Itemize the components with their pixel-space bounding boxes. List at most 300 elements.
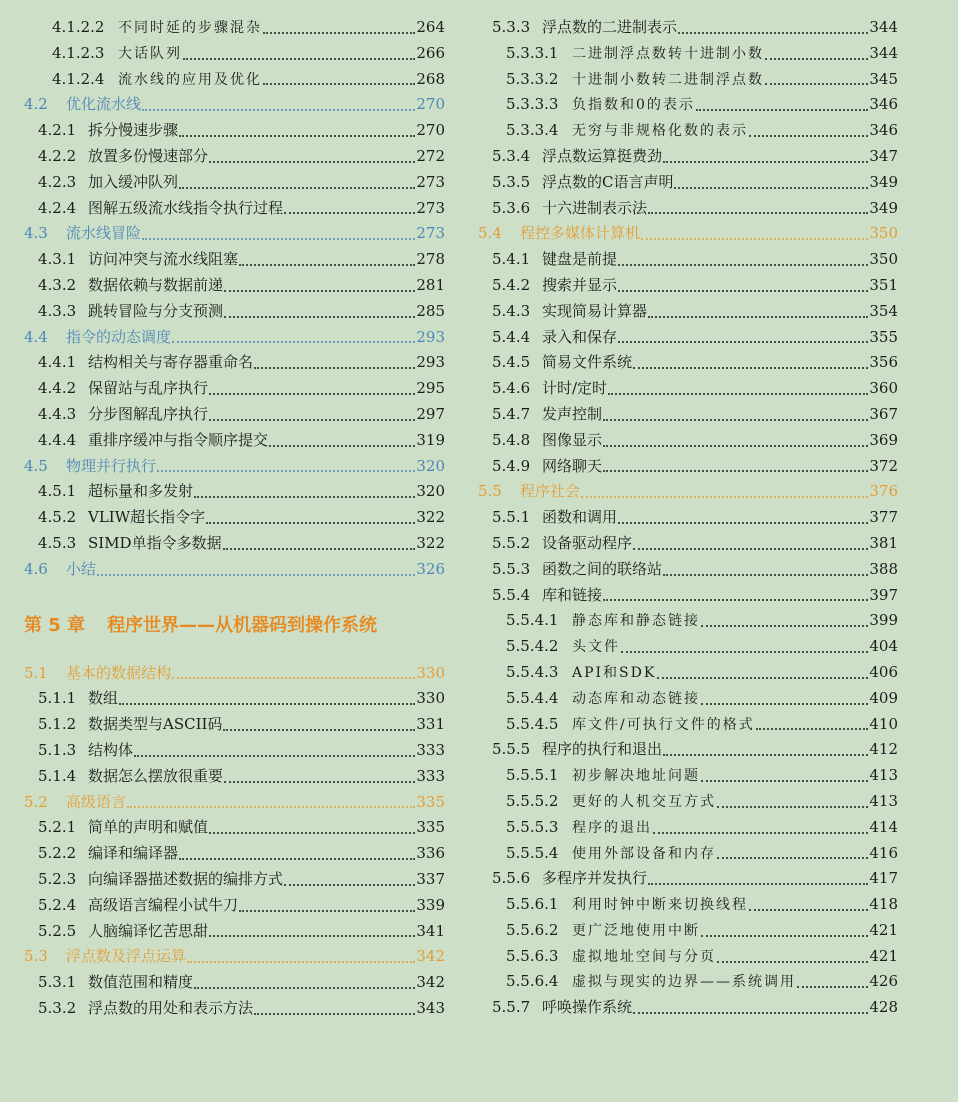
entry-title: 访问冲突与流水线阻塞 <box>88 250 239 269</box>
entry-page-number: 343 <box>416 998 445 1017</box>
dot-leader <box>653 818 868 834</box>
toc-subsection-entry[interactable] <box>24 350 445 376</box>
toc-subsection-entry[interactable] <box>24 841 445 867</box>
toc-subsection-entry[interactable] <box>24 273 445 299</box>
entry-title: 人脑编译忆苦思甜 <box>88 921 209 940</box>
entry-title: 基本的数据结构 <box>66 663 172 682</box>
entry-page-number: 421 <box>869 920 898 939</box>
toc-section-entry[interactable] <box>24 221 445 247</box>
entry-number: 5.2.1 <box>38 818 77 837</box>
dot-leader <box>603 405 868 421</box>
entry-number: 4.1.2.3 <box>52 43 105 62</box>
entry-title: 设备驱动程序 <box>542 533 633 552</box>
entry-page-number: 376 <box>869 482 898 501</box>
toc-subsubsection-entry[interactable] <box>478 763 898 789</box>
entry-title: 简单的声明和赋值 <box>88 818 209 837</box>
entry-number: 4.3.3 <box>38 301 77 320</box>
dot-leader <box>618 276 868 292</box>
entry-number: 4.2.2 <box>38 146 77 165</box>
toc-subsection-entry[interactable] <box>24 686 445 712</box>
entry-page-number: 326 <box>416 559 445 578</box>
entry-title: 物理并行执行 <box>66 456 157 475</box>
entry-number: 5.5.4 <box>492 585 531 604</box>
dot-leader <box>119 689 415 705</box>
entry-title: 数组 <box>88 689 119 708</box>
entry-number: 5.3 <box>24 947 48 966</box>
entry-number: 5.5.5.4 <box>506 843 559 862</box>
entry-page-number: 417 <box>869 869 898 888</box>
toc-subsection-entry[interactable] <box>478 376 898 402</box>
dot-leader <box>701 766 868 782</box>
dot-leader <box>209 379 415 395</box>
entry-number: 4.4.4 <box>38 430 77 449</box>
toc-subsection-entry[interactable] <box>478 995 898 1021</box>
entry-title: 浮点数运算挺费劲 <box>542 146 663 165</box>
dot-leader <box>206 508 415 524</box>
dot-leader <box>239 896 415 912</box>
entry-title: 放置多份慢速部分 <box>88 146 209 165</box>
entry-page-number: 347 <box>869 146 898 165</box>
toc-section-entry[interactable] <box>478 221 898 247</box>
toc-subsubsection-entry[interactable] <box>478 789 898 815</box>
entry-title: 虚拟与现实的边界——系统调用 <box>572 974 796 991</box>
toc-left-column <box>24 15 445 1022</box>
entry-title: 虚拟地址空间与分页 <box>572 948 716 965</box>
entry-page-number: 273 <box>416 198 445 217</box>
entry-title: 大话队列 <box>118 45 182 62</box>
dot-leader <box>223 715 415 731</box>
entry-number: 5.5.4.4 <box>506 688 559 707</box>
entry-page-number: 381 <box>869 533 898 552</box>
toc-subsection-entry[interactable] <box>24 815 445 841</box>
toc-subsection-entry[interactable] <box>478 866 898 892</box>
toc-subsection-entry[interactable] <box>24 738 445 764</box>
dot-leader <box>657 663 868 679</box>
entry-number: 5.3.6 <box>492 198 531 217</box>
entry-title: 加入缓冲队列 <box>88 172 179 191</box>
entry-title: 浮点数的C语言声明 <box>542 172 674 191</box>
toc-subsubsection-entry[interactable] <box>478 815 898 841</box>
toc-subsection-entry[interactable] <box>24 996 445 1022</box>
dot-leader <box>603 456 868 472</box>
entry-page-number: 399 <box>869 611 898 630</box>
toc-subsection-entry[interactable] <box>24 712 445 738</box>
entry-title: 库文件/可执行文件的格式 <box>572 716 755 733</box>
dot-leader <box>717 792 868 808</box>
entry-title: 更广泛地使用中断 <box>572 922 700 939</box>
entry-page-number: 320 <box>416 482 445 501</box>
entry-number: 5.5.6.1 <box>506 895 559 914</box>
dot-leader <box>183 44 415 60</box>
entry-page-number: 349 <box>869 172 898 191</box>
dot-leader <box>797 972 868 988</box>
toc-subsection-entry[interactable] <box>24 402 445 428</box>
entry-title: 高级语言编程小试牛刀 <box>88 895 239 914</box>
toc-subsubsection-entry[interactable] <box>478 41 898 67</box>
entry-page-number: 320 <box>416 456 445 475</box>
entry-page-number: 333 <box>416 740 445 759</box>
entry-number: 5.3.3.1 <box>506 43 559 62</box>
entry-title: 数值范围和精度 <box>88 973 194 992</box>
dot-leader <box>674 173 868 189</box>
toc-subsection-entry[interactable] <box>478 428 898 454</box>
entry-page-number: 270 <box>416 95 445 114</box>
entry-page-number: 281 <box>416 275 445 294</box>
toc-subsection-entry[interactable] <box>24 764 445 790</box>
entry-title: 结构体 <box>88 740 134 759</box>
entry-title: VLIW超长指令字 <box>88 508 206 527</box>
toc-subsection-entry[interactable] <box>478 583 898 609</box>
dot-leader <box>618 250 868 266</box>
dot-leader <box>157 456 415 472</box>
toc-section-entry[interactable] <box>24 454 445 480</box>
toc-subsubsection-entry[interactable] <box>24 15 445 41</box>
entry-title: 数据依赖与数据前递 <box>88 275 224 294</box>
entry-page-number: 330 <box>416 663 445 682</box>
toc-subsubsection-entry[interactable] <box>478 92 898 118</box>
dot-leader <box>765 69 868 85</box>
entry-number: 5.4 <box>478 224 502 243</box>
entry-number: 5.3.4 <box>492 146 531 165</box>
entry-title: 数据怎么摆放很重要 <box>88 766 224 785</box>
entry-number: 4.5.2 <box>38 508 77 527</box>
entry-page-number: 278 <box>416 250 445 269</box>
entry-number: 5.5 <box>478 482 502 501</box>
entry-page-number: 272 <box>416 146 445 165</box>
dot-leader <box>608 379 868 395</box>
toc-subsubsection-entry[interactable] <box>478 892 898 918</box>
toc-subsection-entry[interactable] <box>24 247 445 273</box>
toc-subsubsection-entry[interactable] <box>478 660 898 686</box>
toc-subsection-entry[interactable] <box>478 170 898 196</box>
toc-subsubsection-entry[interactable] <box>478 944 898 970</box>
dot-leader <box>621 637 868 653</box>
entry-title: 程序的执行和退出 <box>542 740 663 759</box>
toc-subsection-entry[interactable] <box>478 737 898 763</box>
entry-title: 呼唤操作系统 <box>542 998 633 1017</box>
dot-leader <box>663 560 868 576</box>
toc-subsubsection-entry[interactable] <box>478 118 898 144</box>
entry-title: 十进制小数转二进制浮点数 <box>572 71 764 88</box>
toc-subsection-entry[interactable] <box>24 970 445 996</box>
toc-subsection-entry[interactable] <box>24 479 445 505</box>
entry-page-number: 388 <box>869 559 898 578</box>
toc-subsection-entry[interactable] <box>24 531 445 557</box>
entry-page-number: 418 <box>869 895 898 914</box>
toc-subsection-entry[interactable] <box>478 196 898 222</box>
toc-subsection-entry[interactable] <box>478 557 898 583</box>
entry-title: 负指数和0的表示 <box>572 97 695 114</box>
toc-subsection-entry[interactable] <box>24 376 445 402</box>
dot-leader <box>581 482 868 498</box>
entry-number: 5.4.5 <box>492 353 531 372</box>
dot-leader <box>194 482 415 498</box>
toc-subsection-entry[interactable] <box>478 402 898 428</box>
entry-number: 4.2.4 <box>38 198 77 217</box>
toc-section-entry[interactable] <box>24 92 445 118</box>
entry-number: 4.2.3 <box>38 172 77 191</box>
entry-title: 多程序并发执行 <box>542 869 648 888</box>
entry-number: 5.4.2 <box>492 275 531 294</box>
entry-number: 4.5 <box>24 456 48 475</box>
entry-title: 浮点数的用处和表示方法 <box>88 998 254 1017</box>
entry-title: 浮点数的二进制表示 <box>542 18 678 36</box>
toc-subsection-entry[interactable] <box>478 144 898 170</box>
entry-page-number: 322 <box>416 533 445 552</box>
entry-page-number: 264 <box>416 18 445 36</box>
entry-title: 利用时钟中断来切换线程 <box>572 897 748 914</box>
entry-number: 5.3.3 <box>492 18 531 36</box>
entry-page-number: 273 <box>416 172 445 191</box>
dot-leader <box>209 818 415 834</box>
entry-number: 5.2 <box>24 792 48 811</box>
toc-subsubsection-entry[interactable] <box>478 686 898 712</box>
toc-subsubsection-entry[interactable] <box>478 634 898 660</box>
dot-leader <box>254 999 415 1015</box>
entry-title: 无穷与非规格化数的表示 <box>572 123 748 140</box>
entry-number: 5.2.2 <box>38 844 77 863</box>
dot-leader <box>263 18 415 34</box>
entry-number: 5.1.4 <box>38 766 77 785</box>
entry-page-number: 369 <box>869 430 898 449</box>
entry-number: 5.5.7 <box>492 998 531 1017</box>
dot-leader <box>701 611 868 627</box>
entry-number: 5.3.5 <box>492 172 531 191</box>
entry-title: 计时/定时 <box>542 379 608 398</box>
entry-page-number: 410 <box>869 714 898 733</box>
toc-subsection-entry[interactable] <box>478 15 898 41</box>
entry-page-number: 335 <box>416 792 445 811</box>
entry-number: 5.1 <box>24 663 48 682</box>
entry-page-number: 428 <box>869 998 898 1017</box>
dot-leader <box>701 921 868 937</box>
dot-leader <box>717 947 868 963</box>
entry-title: 程序的退出 <box>572 819 652 836</box>
entry-number: 5.4.9 <box>492 456 531 475</box>
entry-number: 4.2.1 <box>38 121 77 140</box>
entry-page-number: 270 <box>416 121 445 140</box>
dot-leader <box>648 302 868 318</box>
entry-title: 流水线的应用及优化 <box>118 71 262 88</box>
entry-page-number: 339 <box>416 895 445 914</box>
toc-subsection-entry[interactable] <box>24 170 445 196</box>
entry-number: 5.5.1 <box>492 508 531 527</box>
dot-leader <box>633 998 868 1014</box>
entry-number: 5.2.5 <box>38 921 77 940</box>
entry-title: 优化流水线 <box>66 95 142 114</box>
toc-subsection-entry[interactable] <box>24 118 445 144</box>
entry-page-number: 342 <box>416 973 445 992</box>
entry-number: 5.3.2 <box>38 998 77 1017</box>
dot-leader <box>678 18 868 34</box>
entry-title: 小结 <box>66 559 97 578</box>
dot-leader <box>663 147 868 163</box>
entry-number: 5.5.4.3 <box>506 662 559 681</box>
entry-number: 5.5.6.4 <box>506 972 559 991</box>
dot-leader <box>209 921 415 937</box>
entry-page-number: 342 <box>416 947 445 966</box>
dot-leader <box>749 895 868 911</box>
entry-number: 5.3.1 <box>38 973 77 992</box>
toc-subsubsection-entry[interactable] <box>478 918 898 944</box>
toc-section-entry[interactable] <box>478 479 898 505</box>
entry-page-number: 360 <box>869 379 898 398</box>
entry-title: 初步解决地址问题 <box>572 768 700 785</box>
toc-subsection-entry[interactable] <box>478 247 898 273</box>
entry-title: 超标量和多发射 <box>88 482 194 501</box>
entry-title: 录入和保存 <box>542 327 618 346</box>
entry-page-number: 345 <box>869 69 898 88</box>
entry-title: 使用外部设备和内存 <box>572 845 716 862</box>
dot-leader <box>701 689 868 705</box>
entry-number: 5.3.3.2 <box>506 69 559 88</box>
entry-page-number: 414 <box>869 817 898 836</box>
entry-number: 4.4.1 <box>38 353 77 372</box>
entry-page-number: 350 <box>869 224 898 243</box>
entry-title: 浮点数及浮点运算 <box>66 947 187 966</box>
toc-subsection-entry[interactable] <box>24 428 445 454</box>
entry-number: 5.5.5.2 <box>506 791 559 810</box>
entry-page-number: 344 <box>869 18 898 36</box>
entry-number: 5.5.4.1 <box>506 611 559 630</box>
entry-page-number: 409 <box>869 688 898 707</box>
dot-leader <box>756 714 869 730</box>
toc-section-entry[interactable] <box>24 557 445 583</box>
entry-page-number: 319 <box>416 430 445 449</box>
entry-page-number: 346 <box>869 121 898 140</box>
entry-page-number: 273 <box>416 224 445 243</box>
dot-leader <box>142 95 415 111</box>
toc-subsection-entry[interactable] <box>478 299 898 325</box>
entry-title: 键盘是前提 <box>542 250 618 269</box>
toc-subsection-entry[interactable] <box>24 893 445 919</box>
entry-page-number: 293 <box>416 353 445 372</box>
entry-page-number: 349 <box>869 198 898 217</box>
toc-subsection-entry[interactable] <box>478 531 898 557</box>
dot-leader <box>172 663 415 679</box>
entry-number: 5.5.5.1 <box>506 766 559 785</box>
toc-subsection-entry[interactable] <box>24 144 445 170</box>
entry-title: 重排序缓冲与指令顺序提交 <box>88 430 269 449</box>
dot-leader <box>224 302 415 318</box>
entry-number: 5.5.5 <box>492 740 531 759</box>
entry-number: 5.5.6.2 <box>506 920 559 939</box>
entry-page-number: 350 <box>869 250 898 269</box>
entry-title: 二进制浮点数转十进制小数 <box>572 45 764 62</box>
toc-section-entry[interactable] <box>24 661 445 687</box>
entry-page-number: 331 <box>416 715 445 734</box>
dot-leader <box>224 767 415 783</box>
entry-number: 5.2.3 <box>38 869 77 888</box>
entry-page-number: 335 <box>416 818 445 837</box>
entry-number: 5.3.3.3 <box>506 95 559 114</box>
entry-page-number: 421 <box>869 946 898 965</box>
toc-section-entry[interactable] <box>24 790 445 816</box>
entry-number: 5.1.2 <box>38 715 77 734</box>
toc-subsection-entry[interactable] <box>478 454 898 480</box>
dot-leader <box>263 69 415 85</box>
entry-title: 向编译器描述数据的编排方式 <box>88 869 284 888</box>
entry-title: 发声控制 <box>542 404 603 423</box>
entry-title: SIMD单指令多数据 <box>88 533 222 552</box>
toc-subsubsection-entry[interactable] <box>478 67 898 93</box>
entry-number: 5.1.3 <box>38 740 77 759</box>
dot-leader <box>224 276 415 292</box>
entry-number: 5.4.3 <box>492 301 531 320</box>
entry-number: 4.4.2 <box>38 379 77 398</box>
toc-subsection-entry[interactable] <box>478 325 898 351</box>
toc-subsubsection-entry[interactable] <box>24 41 445 67</box>
entry-page-number: 406 <box>869 662 898 681</box>
toc-subsection-entry[interactable] <box>478 273 898 299</box>
entry-title: 动态库和动态链接 <box>572 690 700 707</box>
chapter-title: 程序世界——从机器码到操作系统 <box>107 614 378 636</box>
toc-section-entry[interactable] <box>24 325 445 351</box>
dot-leader <box>284 198 415 214</box>
entry-number: 5.4.4 <box>492 327 531 346</box>
entry-page-number: 330 <box>416 689 445 708</box>
entry-number: 4.4 <box>24 327 48 346</box>
entry-title: 保留站与乱序执行 <box>88 379 209 398</box>
entry-title: 程控多媒体计算机 <box>520 224 641 243</box>
toc-subsubsection-entry[interactable] <box>478 841 898 867</box>
dot-leader <box>209 147 415 163</box>
dot-leader <box>633 534 868 550</box>
toc-subsection-entry[interactable] <box>24 867 445 893</box>
entry-page-number: 336 <box>416 844 445 863</box>
entry-number: 5.5.6 <box>492 869 531 888</box>
dot-leader <box>603 431 868 447</box>
dot-leader <box>209 405 415 421</box>
dot-leader <box>194 973 415 989</box>
entry-number: 5.5.2 <box>492 533 531 552</box>
entry-page-number: 355 <box>869 327 898 346</box>
entry-number: 4.5.1 <box>38 482 77 501</box>
entry-page-number: 413 <box>869 766 898 785</box>
toc-subsubsection-entry[interactable] <box>478 608 898 634</box>
entry-page-number: 266 <box>416 43 445 62</box>
entry-number: 4.6 <box>24 559 48 578</box>
dot-leader <box>187 947 415 963</box>
dot-leader <box>97 560 415 576</box>
entry-number: 4.1.2.2 <box>52 18 105 36</box>
entry-title: 头文件 <box>572 639 620 656</box>
entry-number: 5.4.6 <box>492 379 531 398</box>
toc-subsection-entry[interactable] <box>24 919 445 945</box>
dot-leader <box>696 95 868 111</box>
toc-subsubsection-entry[interactable] <box>478 712 898 738</box>
entry-title: 数据类型与ASCII码 <box>88 715 223 734</box>
toc-subsection-entry[interactable] <box>24 505 445 531</box>
toc-subsubsection-entry[interactable] <box>478 969 898 995</box>
toc-subsection-entry[interactable] <box>478 505 898 531</box>
entry-title: 网络聊天 <box>542 456 603 475</box>
dot-leader <box>618 327 868 343</box>
toc-subsection-entry[interactable] <box>24 196 445 222</box>
toc-subsubsection-entry[interactable] <box>24 67 445 93</box>
entry-page-number: 322 <box>416 508 445 527</box>
toc-section-entry[interactable] <box>24 944 445 970</box>
entry-page-number: 367 <box>869 404 898 423</box>
entry-number: 5.5.4.5 <box>506 714 559 733</box>
dot-leader <box>633 353 868 369</box>
toc-subsection-entry[interactable] <box>24 299 445 325</box>
entry-page-number: 426 <box>869 972 898 991</box>
entry-title: 实现简易计算器 <box>542 301 648 320</box>
entry-title: 图解五级流水线指令执行过程 <box>88 198 284 217</box>
toc-subsection-entry[interactable] <box>478 350 898 376</box>
dot-leader <box>254 353 415 369</box>
